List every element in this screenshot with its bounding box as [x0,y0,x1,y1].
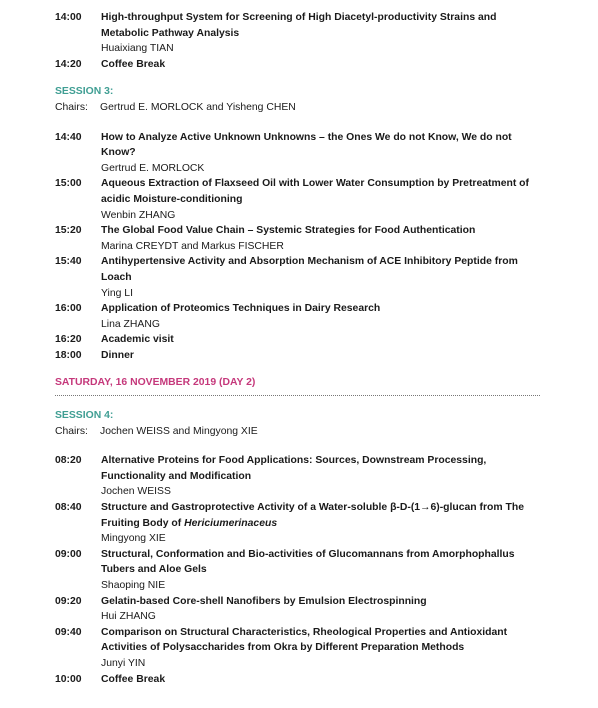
session-4-chairs [55,424,540,440]
program-page [55,10,540,687]
talk-title: Gelatin-based Core-shell Nanofibers by Emulsion Electrospinning [101,595,427,607]
talk-title: High-throughput System for Screening of High Diacetyl-productivity Strains and Metabolic Pathway Analysis [101,12,497,39]
session-3-chairs [55,100,540,116]
talk-title: Aqueous Extraction of Flaxseed Oil with Lower Water Consumption by Pretreatment of acidic Moisture-conditioning [101,178,529,205]
talk-title: Application of Proteomics Techniques in Dairy Research [101,303,381,315]
talk-row [55,223,540,254]
talk-row [55,500,540,547]
talk-speaker: Jochen WEISS [101,486,171,498]
talk-row [55,348,540,364]
talk-title: Alternative Proteins for Food Applications: Sources, Downstream Processing, Functionality and Modification [101,455,487,482]
session-3-heading: SESSION 3: [55,86,114,98]
talk-time: 10:00 [55,673,82,685]
talk-title: Coffee Break [101,673,166,685]
talk-title: Comparison on Structural Characteristics, Rheological Properties and Antioxidant Activities of Polysaccharides from Okra by Different Preparation Methods [101,626,508,654]
talk-time: 08:20 [55,455,82,467]
talk-title: The Global Food Value Chain – Systemic Strategies for Food Authentication [101,225,476,237]
talk-time: 16:00 [55,303,82,315]
talk-speaker: Ying LI [101,287,133,299]
talk-time: 14:00 [55,12,82,23]
talk-time: 14:40 [55,131,82,143]
talk-time: 15:20 [55,225,82,237]
talk-title: Antihypertensive Activity and Absorption Mechanism of ACE Inhibitory Peptide from Loach [101,256,518,283]
talk-row [55,332,540,348]
talk-time: 18:00 [55,349,82,361]
talk-title: Dinner [101,349,134,361]
talk-row [55,10,540,57]
talk-title-main: Structure and Gastroprotective Activity of a Water-soluble β-D-(1→6)-glucan from The Fruiting Body of [101,502,524,529]
talk-row [55,594,540,625]
talk-time: 15:00 [55,178,82,190]
talk-title: Coffee Break [101,58,166,70]
talk-time: 09:00 [55,548,82,560]
talk-row [55,453,540,500]
chairs-label: Chairs: [55,425,88,437]
talk-title-species: Hericiumerinaceus [184,517,278,529]
talk-row [55,547,540,594]
talk-time: 08:40 [55,502,82,514]
talk-title: Academic visit [101,334,174,346]
talk-speaker: Mingyong XIE [101,533,166,545]
talk-row [55,57,540,73]
talk-speaker: Marina CREYDT and Markus FISCHER [101,240,284,252]
talk-row [55,301,540,332]
talk-row [55,672,540,688]
talk-row [55,176,540,223]
talk-time: 09:40 [55,626,82,638]
talk-title: How to Analyze Active Unknown Unknowns – the Ones We do not Know, We do not Know? [101,131,512,159]
talk-speaker: Wenbin ZHANG [101,209,176,221]
talk-speaker: Lina ZHANG [101,318,160,330]
talk-title [101,500,540,531]
talk-title: Structural, Conformation and Bio-activities of Glucomannans from Amorphophallus Tubers and Aloe Gels [101,548,515,576]
talk-time: 16:20 [55,334,82,346]
chairs-label: Chairs: [55,101,88,113]
talk-row [55,625,540,672]
chairs-names: Jochen WEISS and Mingyong XIE [100,425,258,437]
talk-time: 09:20 [55,595,82,607]
talk-time: 15:40 [55,256,82,268]
talk-speaker: Huaixiang TIAN [101,43,174,55]
session-4-heading: SESSION 4: [55,410,114,422]
talk-row [55,254,540,301]
talk-speaker: Hui ZHANG [101,611,156,623]
talk-row [55,130,540,177]
talk-time: 14:20 [55,58,82,70]
talk-speaker: Gertrud E. MORLOCK [101,162,205,174]
talk-speaker: Junyi YIN [101,657,146,669]
chairs-names: Gertrud E. MORLOCK and Yisheng CHEN [100,101,296,113]
talk-speaker: Shaoping NIE [101,580,166,591]
day-2-heading: SATURDAY, 16 NOVEMBER 2019 (DAY 2) [55,377,256,389]
